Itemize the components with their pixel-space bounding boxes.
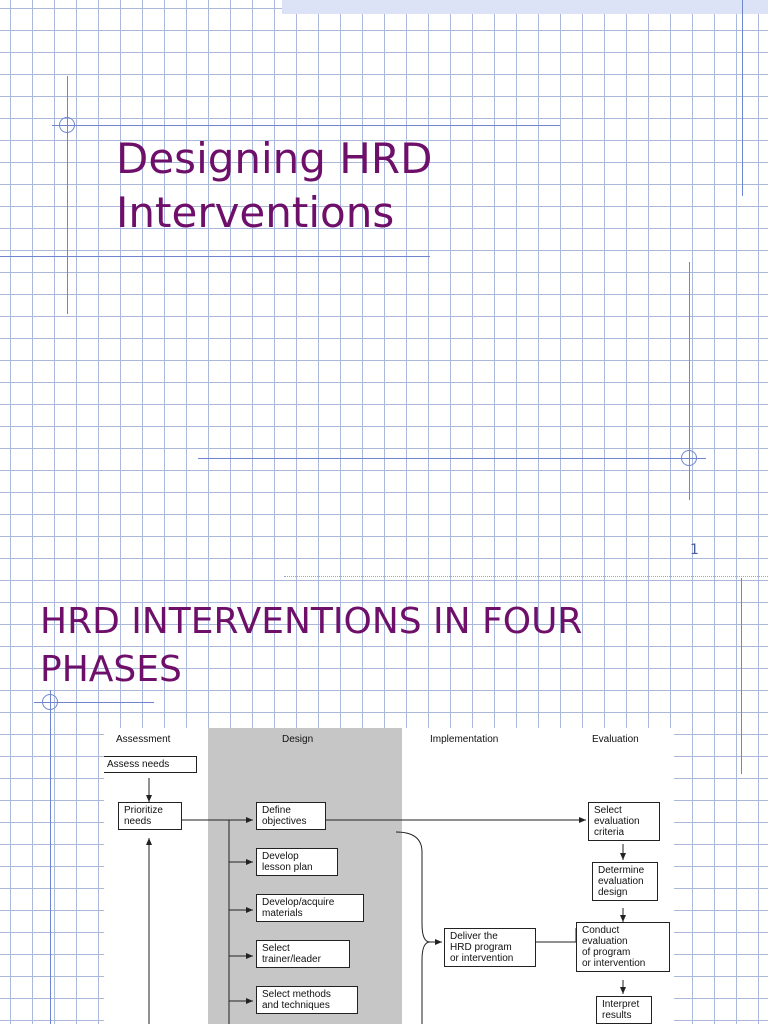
page-number: 1 xyxy=(690,542,699,558)
slide1-crosshair-hline-top xyxy=(52,125,560,126)
slide2-crosshair-circle xyxy=(42,694,58,710)
phase-label-evaluation: Evaluation xyxy=(592,734,639,745)
slide-separator-dotted xyxy=(284,576,768,577)
slide2-vline-right xyxy=(741,578,742,774)
slide1-crosshair-vline-left xyxy=(67,76,68,314)
slide1-crosshair-hline-bottom xyxy=(198,458,706,459)
box-determine-evaluation-design: Determine evaluation design xyxy=(592,862,658,901)
phase-label-design: Design xyxy=(282,734,314,745)
hrd-four-phases-diagram xyxy=(104,728,674,1024)
box-conduct-evaluation: Conduct evaluation of program or intervention xyxy=(576,922,670,972)
slide1-crosshair-circle-top xyxy=(59,117,75,133)
slide2-title-line1: HRD INTERVENTIONS IN FOUR xyxy=(40,601,583,642)
slide1-vline-top-right xyxy=(742,0,743,196)
top-accent-bar xyxy=(282,0,768,14)
slide2-crosshair-vline xyxy=(50,690,51,1024)
slide1-title xyxy=(116,132,716,240)
box-define-objectives: Define objectives xyxy=(256,802,326,830)
box-select-methods-techniques: Select methods and techniques xyxy=(256,986,358,1014)
box-assess-needs: Assess needs xyxy=(104,756,197,773)
phase-label-implementation: Implementation xyxy=(430,734,499,745)
box-develop-acquire-materials: Develop/acquire materials xyxy=(256,894,364,922)
phase-label-assessment: Assessment xyxy=(116,734,171,745)
box-select-trainer-leader: Select trainer/leader xyxy=(256,940,350,968)
box-interpret-results: Interpret results xyxy=(596,996,652,1024)
slide2-title xyxy=(40,598,740,694)
slide1-crosshair-circle-bottom xyxy=(681,450,697,466)
slide1-title-line2: Interventions xyxy=(116,188,395,237)
slide1-title-line1: Designing HRD xyxy=(116,134,433,183)
box-prioritize-needs: Prioritize needs xyxy=(118,802,182,830)
box-select-evaluation-criteria: Select evaluation criteria xyxy=(588,802,660,841)
slide2-title-line2: PHASES xyxy=(40,649,182,690)
box-develop-lesson-plan: Develop lesson plan xyxy=(256,848,338,876)
slide1-hline-under-title xyxy=(0,256,430,257)
box-deliver-program: Deliver the HRD program or intervention xyxy=(444,928,536,967)
